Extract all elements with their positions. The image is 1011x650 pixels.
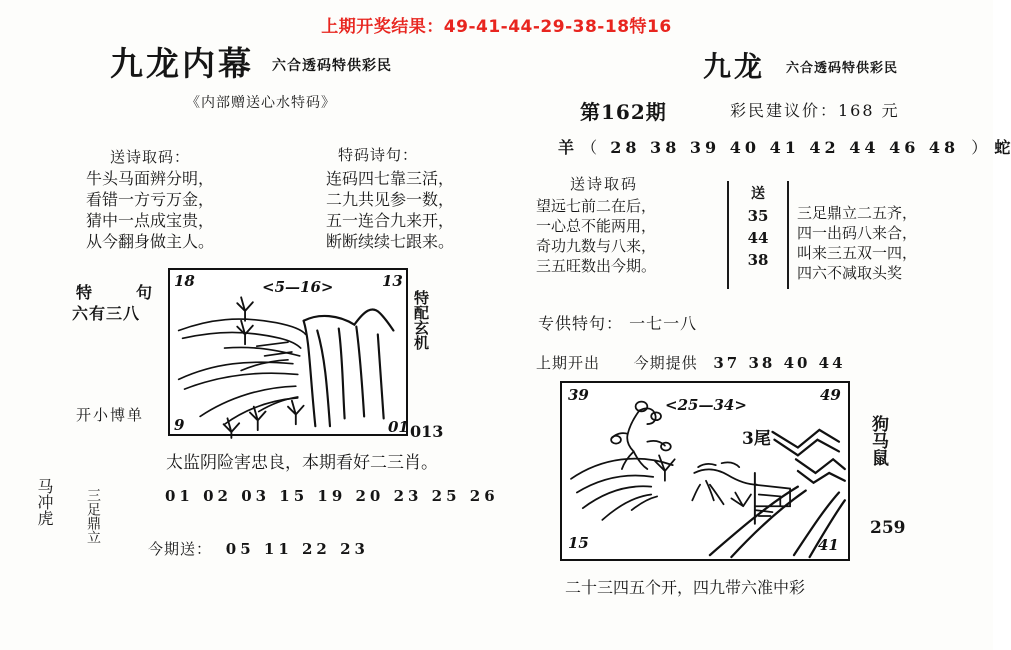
left-number-row: 01 02 03 15 19 20 23 25 26 [165, 487, 499, 505]
previous-current-line [536, 352, 846, 373]
left-send-label: 今期送： [148, 540, 213, 558]
left-sketch-corner-bottom-right: 01 [388, 418, 409, 436]
poem-left-line-2: 看错一方亏万金， [86, 190, 215, 209]
right-sketch-tail-label: 3尾 [742, 429, 771, 449]
paren-open: （ [581, 138, 599, 157]
verse-right-line-2: 四一出码八来合， [797, 224, 918, 242]
poem-left-body [86, 168, 214, 252]
right-brand-subtitle: 六合透码特供彩民 [786, 61, 899, 76]
current-provide-label: 今期提供 [633, 354, 698, 372]
right-caption-text: 二十三四五个开，四九带六准中彩 [565, 578, 806, 597]
left-brand-note: 《内部赠送心水特码》 [186, 95, 336, 111]
right-sketch-corner-bottom-left: 15 [568, 534, 589, 552]
verse-right-line-4: 四六不减取头奖 [797, 264, 903, 282]
poem-mid-body [326, 168, 454, 252]
right-brand-title: 九龙 [703, 50, 766, 83]
liu-you-san-ba-label: 六有三八 [72, 304, 141, 323]
poem-right-body [536, 196, 656, 276]
verse-right-line-1: 三足鼎立二五齐， [797, 204, 918, 222]
kai-xiao-bo-dan-label: 开小博单 [76, 406, 145, 424]
left-sketch-corner-top-right: 13 [382, 272, 403, 290]
issue-number: 第162期 [580, 100, 667, 124]
poem-mid-line-3: 五一连合九来开， [326, 211, 455, 230]
poem-right-line-3: 奇功九数与八来， [536, 237, 657, 255]
zodiac-right: 蛇 [994, 138, 1011, 157]
zodiac-left: 羊 [558, 138, 576, 157]
poem-mid-line-4: 断断续续七跟来。 [326, 232, 455, 251]
send-box-number-1: 35 [747, 207, 769, 225]
previous-draw-result-banner: 上期开奖结果：49-41-44-29-38-18特16 [321, 17, 672, 37]
left-send-numbers: 05 11 22 23 [225, 540, 369, 558]
right-sketch-corner-top-right: 49 [820, 386, 841, 404]
vertical-san-zu-ding-li: 三足鼎立 [85, 488, 101, 544]
left-send-line [148, 538, 369, 559]
poem-right-title: 送诗取码 [570, 175, 639, 193]
te-ju-label: 特 句 [76, 283, 167, 302]
poem-mid-line-2: 二九共见参一数， [326, 190, 455, 209]
previous-open-label: 上期开出 [536, 354, 601, 372]
vertical-dog-horse-rat: 狗马鼠 [868, 415, 888, 466]
poem-left-line-1: 牛头马面辨分明， [86, 169, 215, 188]
poem-mid-title: 特码诗句： [338, 146, 419, 164]
verse-right-block [797, 203, 917, 283]
right-sketch-range-label: <25—34> [665, 396, 747, 414]
poem-mid-line-1: 连码四七靠三活， [326, 169, 455, 188]
zodiac-number-band [558, 135, 1011, 158]
poem-right-line-2: 一心总不能两用， [536, 217, 657, 235]
suggested-price: 彩民建议价：168 元 [730, 101, 900, 120]
te-pei-xuan-ji-label: 特配玄机 [412, 290, 430, 350]
zodiac-numbers: 28 38 39 40 41 42 44 46 48 [610, 138, 960, 157]
poem-left-line-4: 从今翻身做主人。 [86, 232, 215, 251]
right-sketch-corner-top-left: 39 [568, 386, 589, 404]
left-sketch-corner-bottom-left: 9 [174, 416, 185, 434]
send-box-number-2: 44 [747, 229, 769, 247]
left-sketch-range-label: <5—16> [262, 278, 334, 296]
left-brand-subtitle: 六合透码特供彩民 [272, 58, 392, 74]
poem-left-line-3: 猜中一点成宝贵， [86, 211, 215, 230]
left-brand-title: 九龙内幕 [110, 44, 254, 83]
current-provide-numbers: 37 38 40 44 [713, 354, 846, 372]
send-box-number-3: 38 [747, 251, 769, 269]
poem-right-line-4: 三五旺数出今期。 [536, 257, 657, 275]
poem-left-title: 送诗取码： [110, 148, 191, 166]
right-code-259: 259 [870, 518, 906, 538]
verse-right-line-3: 叫来三五双一四， [797, 244, 918, 262]
right-sketch-corner-bottom-right: 41 [818, 536, 839, 554]
vertical-ma-chong-hu: 马冲虎 [35, 478, 54, 526]
left-code-013: 013 [410, 422, 444, 441]
paren-close: ） [971, 138, 989, 157]
special-phrase-line: 专供特句： 一七一八 [538, 314, 698, 333]
send-box-title: 送 [751, 186, 765, 202]
send-numbers-box [727, 181, 789, 289]
left-caption-text: 太监阴险害忠良，本期看好二三肖。 [166, 453, 438, 473]
left-sketch-corner-top-left: 18 [174, 272, 195, 290]
poem-right-line-1: 望远七前二在后， [536, 197, 657, 215]
